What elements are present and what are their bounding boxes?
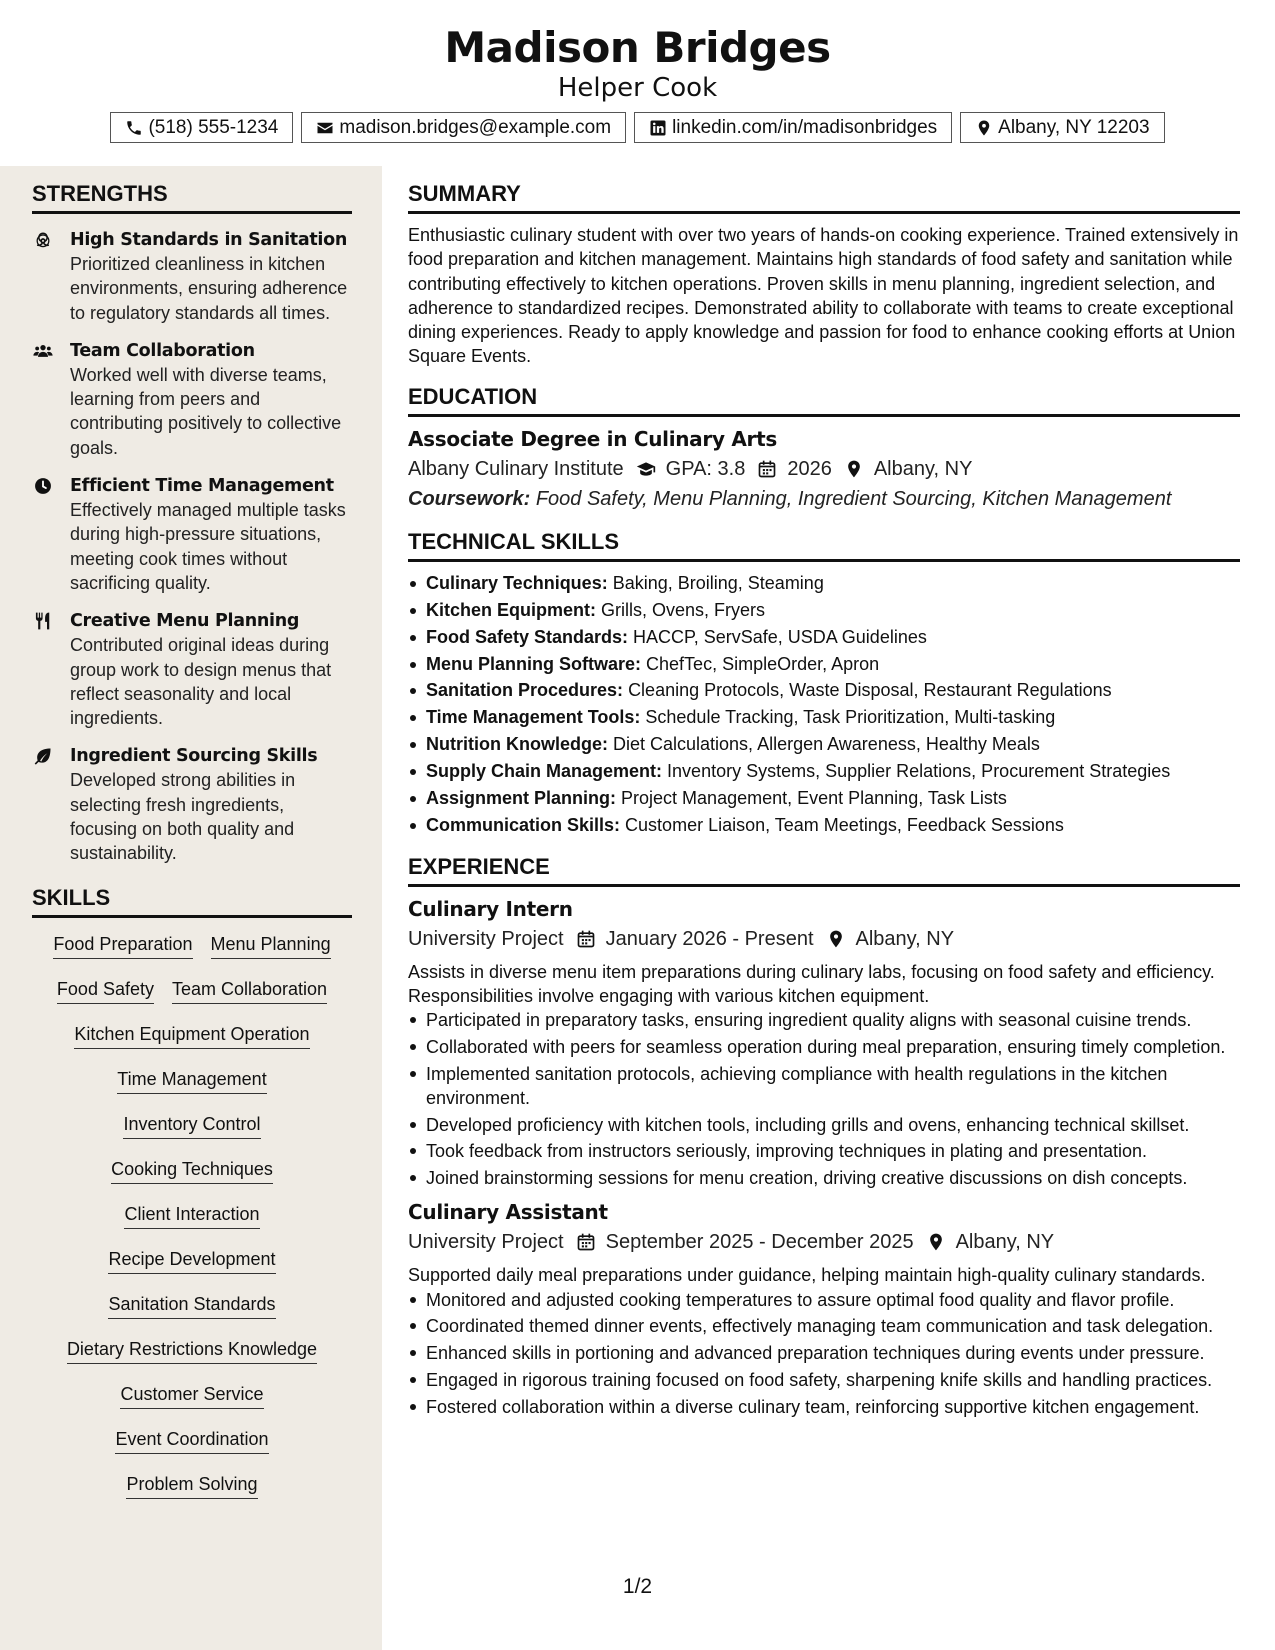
strength-desc: Developed strong abilities in selecting fresh ingredients, focusing on both quality and sustainability. bbox=[70, 770, 296, 864]
skill-tag: Client Interaction bbox=[124, 1202, 259, 1229]
skill-values: ChefTec, SimpleOrder, Apron bbox=[646, 653, 880, 674]
skill-category: Food Safety Standards: bbox=[426, 626, 629, 647]
envelope-icon bbox=[316, 119, 334, 137]
list-item bbox=[408, 704, 1240, 731]
skill-tag: Food Preparation bbox=[53, 932, 192, 959]
strength-item bbox=[32, 474, 352, 595]
experience-section bbox=[408, 853, 1240, 1419]
skill-category: Kitchen Equipment: bbox=[426, 599, 596, 620]
candidate-title: Helper Cook bbox=[557, 73, 718, 103]
skill-values: HACCP, ServSafe, USDA Guidelines bbox=[633, 626, 927, 647]
job-title: Culinary Intern bbox=[408, 896, 573, 921]
summary-text: Enthusiastic culinary student with over two years of hands-on cooking experience. Trained extensively in food preparation and kitchen management. Maintains high standards of food safety and sanitation while contributing effectively to kitchen operations. Proven skills in menu planning, ingredient selection, and adherence to standardized recipes. Demonstrated ability to collaborate with teams to create exceptional dining experiences. Ready to apply knowledge and passion for food to enhance cooking efforts at Union Square Events. bbox=[408, 225, 1239, 367]
education-location: Albany, NY bbox=[873, 457, 973, 480]
list-item: Monitored and adjusted cooking temperatures to assure optimal food quality and flavor profile. bbox=[408, 1288, 1240, 1312]
list-item bbox=[408, 624, 1240, 651]
calendar-icon bbox=[576, 929, 596, 949]
job-location: Albany, NY bbox=[855, 927, 955, 950]
biohazard-icon bbox=[32, 230, 54, 250]
graduation-cap-icon bbox=[636, 459, 656, 479]
list-item: Joined brainstorming sessions for menu creation, driving creative discussions on dish concepts. bbox=[408, 1166, 1240, 1190]
job-meta bbox=[408, 1227, 1240, 1257]
skill-values: Inventory Systems, Supplier Relations, Procurement Strategies bbox=[667, 761, 1171, 782]
education-meta bbox=[408, 454, 1240, 484]
location-text: Albany, NY 12203 bbox=[998, 117, 1150, 138]
skill-tag: Team Collaboration bbox=[172, 977, 327, 1004]
contact-email[interactable] bbox=[301, 112, 626, 143]
list-item: Participated in preparatory tasks, ensuring ingredient quality aligns with seasonal cuisine trends. bbox=[408, 1008, 1240, 1032]
skill-tag: Menu Planning bbox=[211, 932, 331, 959]
list-item: Took feedback from instructors seriously, improving techniques in plating and presentation. bbox=[408, 1139, 1240, 1163]
job-location: Albany, NY bbox=[955, 1231, 1055, 1254]
skill-values: Cleaning Protocols, Waste Disposal, Restaurant Regulations bbox=[628, 680, 1112, 701]
list-item bbox=[408, 651, 1240, 678]
email-text: madison.bridges@example.com bbox=[339, 117, 612, 138]
leaf-icon bbox=[32, 746, 54, 766]
strength-desc: Contributed original ideas during group work to design menus that reflect seasonality and local ingredients. bbox=[70, 635, 332, 729]
strength-desc: Worked well with diverse teams, learning from peers and contributing positively to collective goals. bbox=[70, 364, 342, 458]
strength-title: High Standards in Sanitation bbox=[70, 230, 348, 250]
strength-item bbox=[32, 609, 352, 730]
list-item: Collaborated with peers for seamless operation during meal preparation, ensuring timely completion. bbox=[408, 1035, 1240, 1059]
job-entry bbox=[408, 1197, 1240, 1418]
strengths-heading: STRENGTHS bbox=[32, 180, 352, 214]
skill-tag: Inventory Control bbox=[123, 1112, 260, 1139]
list-item bbox=[408, 597, 1240, 624]
skill-values: Grills, Ovens, Fryers bbox=[601, 599, 766, 620]
candidate-name: Madison Bridges bbox=[444, 23, 831, 72]
phone-text: (518) 555-1234 bbox=[148, 117, 279, 138]
coursework-label: Coursework: bbox=[408, 487, 531, 510]
graduation-year: 2026 bbox=[787, 457, 832, 480]
skill-values: Schedule Tracking, Task Prioritization, Multi-tasking bbox=[645, 707, 1056, 728]
skills-heading: SKILLS bbox=[32, 884, 352, 918]
strengths-section bbox=[32, 180, 352, 866]
phone-icon bbox=[125, 119, 143, 137]
skill-values: Project Management, Event Planning, Task Lists bbox=[621, 788, 1007, 809]
school-name: Albany Culinary Institute bbox=[408, 457, 624, 480]
list-item bbox=[408, 758, 1240, 785]
map-pin-icon bbox=[926, 1232, 946, 1252]
skill-category: Menu Planning Software: bbox=[426, 653, 642, 674]
skill-category: Supply Chain Management: bbox=[426, 761, 663, 782]
list-item: Implemented sanitation protocols, achieving compliance with health regulations in the kitchen environment. bbox=[408, 1062, 1240, 1111]
job-org: University Project bbox=[408, 927, 564, 950]
sidebar bbox=[0, 166, 382, 1650]
skill-tag-list bbox=[32, 932, 352, 1517]
calendar-icon bbox=[576, 1232, 596, 1252]
list-item: Coordinated themed dinner events, effectively managing team communication and task delegation. bbox=[408, 1314, 1240, 1338]
strength-title: Team Collaboration bbox=[70, 340, 255, 361]
skill-tag: Recipe Development bbox=[108, 1247, 275, 1274]
job-dates: January 2026 - Present bbox=[605, 927, 814, 950]
strength-item bbox=[32, 228, 352, 325]
calendar-icon bbox=[757, 459, 777, 479]
list-item bbox=[408, 731, 1240, 758]
main-content bbox=[382, 166, 1275, 1650]
skill-tag: Event Coordination bbox=[115, 1427, 268, 1454]
list-item bbox=[408, 812, 1240, 839]
summary-heading: SUMMARY bbox=[408, 180, 1240, 214]
strength-item bbox=[32, 744, 352, 865]
education-heading: EDUCATION bbox=[408, 383, 1240, 417]
experience-heading: EXPERIENCE bbox=[408, 853, 1240, 887]
job-meta bbox=[408, 924, 1240, 954]
contact-bar bbox=[0, 112, 1275, 143]
strength-desc: Prioritized cleanliness in kitchen environments, ensuring adherence to regulatory standards all times. bbox=[70, 254, 348, 323]
coursework-list: Food Safety, Menu Planning, Ingredient Sourcing, Kitchen Management bbox=[535, 487, 1172, 510]
skill-category: Assignment Planning: bbox=[426, 788, 617, 809]
technical-skills-list bbox=[408, 570, 1240, 839]
strength-title: Ingredient Sourcing Skills bbox=[70, 746, 318, 767]
skill-tag: Food Safety bbox=[57, 977, 154, 1004]
linkedin-icon bbox=[649, 119, 667, 137]
page-number: 1/2 bbox=[622, 1575, 653, 1598]
gpa: GPA: 3.8 bbox=[665, 457, 746, 480]
coursework bbox=[408, 484, 1240, 514]
contact-location bbox=[960, 112, 1164, 143]
technical-skills-section bbox=[408, 528, 1240, 839]
strength-desc: Effectively managed multiple tasks during high-pressure situations, meeting cook times without sacrificing quality. bbox=[70, 500, 346, 593]
clock-icon bbox=[32, 476, 54, 496]
job-org: University Project bbox=[408, 1231, 564, 1254]
job-bullets bbox=[408, 1008, 1240, 1190]
skill-values: Baking, Broiling, Steaming bbox=[612, 572, 824, 593]
map-pin-icon bbox=[826, 929, 846, 949]
skill-tag: Dietary Restrictions Knowledge bbox=[67, 1337, 317, 1364]
utensils-icon bbox=[32, 611, 54, 631]
strength-item bbox=[32, 339, 352, 460]
skill-tag: Sanitation Standards bbox=[108, 1292, 275, 1319]
education-section bbox=[408, 383, 1240, 514]
linkedin-text: linkedin.com/in/madisonbridges bbox=[672, 117, 938, 138]
skill-category: Sanitation Procedures: bbox=[426, 680, 624, 701]
job-description: Assists in diverse menu item preparations during culinary labs, focusing on food safety and efficiency. Responsibilities involve engaging with various kitchen equipment. bbox=[408, 961, 1215, 1007]
contact-linkedin[interactable] bbox=[634, 112, 952, 143]
skill-tag: Cooking Techniques bbox=[111, 1157, 273, 1184]
list-item: Enhanced skills in portioning and advanced preparation techniques during events under pressure. bbox=[408, 1341, 1240, 1365]
skill-values: Customer Liaison, Team Meetings, Feedback Sessions bbox=[625, 814, 1064, 835]
job-entry bbox=[408, 894, 1240, 1191]
list-item bbox=[408, 677, 1240, 704]
skill-values: Diet Calculations, Allergen Awareness, Healthy Meals bbox=[613, 734, 1040, 755]
users-icon bbox=[32, 341, 54, 361]
degree-title: Associate Degree in Culinary Arts bbox=[408, 426, 777, 451]
summary-section bbox=[408, 180, 1240, 369]
skills-section bbox=[32, 884, 352, 1517]
skill-tag: Problem Solving bbox=[126, 1472, 257, 1499]
technical-skills-heading: TECHNICAL SKILLS bbox=[408, 528, 1240, 562]
strength-title: Creative Menu Planning bbox=[70, 611, 300, 632]
job-description: Supported daily meal preparations under guidance, helping maintain high-quality culinary standards. bbox=[408, 1265, 1206, 1286]
resume-header bbox=[0, 0, 1275, 166]
skill-category: Nutrition Knowledge: bbox=[426, 734, 608, 755]
skill-tag: Time Management bbox=[117, 1067, 266, 1094]
list-item bbox=[408, 570, 1240, 597]
skill-tag: Kitchen Equipment Operation bbox=[74, 1022, 309, 1049]
list-item: Developed proficiency with kitchen tools, including grills and ovens, enhancing technical skillset. bbox=[408, 1113, 1240, 1137]
list-item: Fostered collaboration within a diverse culinary team, reinforcing supportive kitchen engagement. bbox=[408, 1395, 1240, 1419]
list-item: Engaged in rigorous training focused on food safety, sharpening knife skills and handling practices. bbox=[408, 1368, 1240, 1392]
job-bullets bbox=[408, 1288, 1240, 1419]
job-dates: September 2025 - December 2025 bbox=[605, 1231, 914, 1254]
skill-category: Culinary Techniques: bbox=[426, 572, 608, 593]
skill-category: Communication Skills: bbox=[426, 814, 621, 835]
strength-title: Efficient Time Management bbox=[70, 476, 334, 497]
skill-tag: Customer Service bbox=[120, 1382, 263, 1409]
contact-phone[interactable] bbox=[110, 112, 293, 143]
list-item bbox=[408, 785, 1240, 812]
job-title: Culinary Assistant bbox=[408, 1200, 608, 1225]
map-pin-icon bbox=[975, 119, 993, 137]
skill-category: Time Management Tools: bbox=[426, 707, 641, 728]
map-pin-icon bbox=[844, 459, 864, 479]
